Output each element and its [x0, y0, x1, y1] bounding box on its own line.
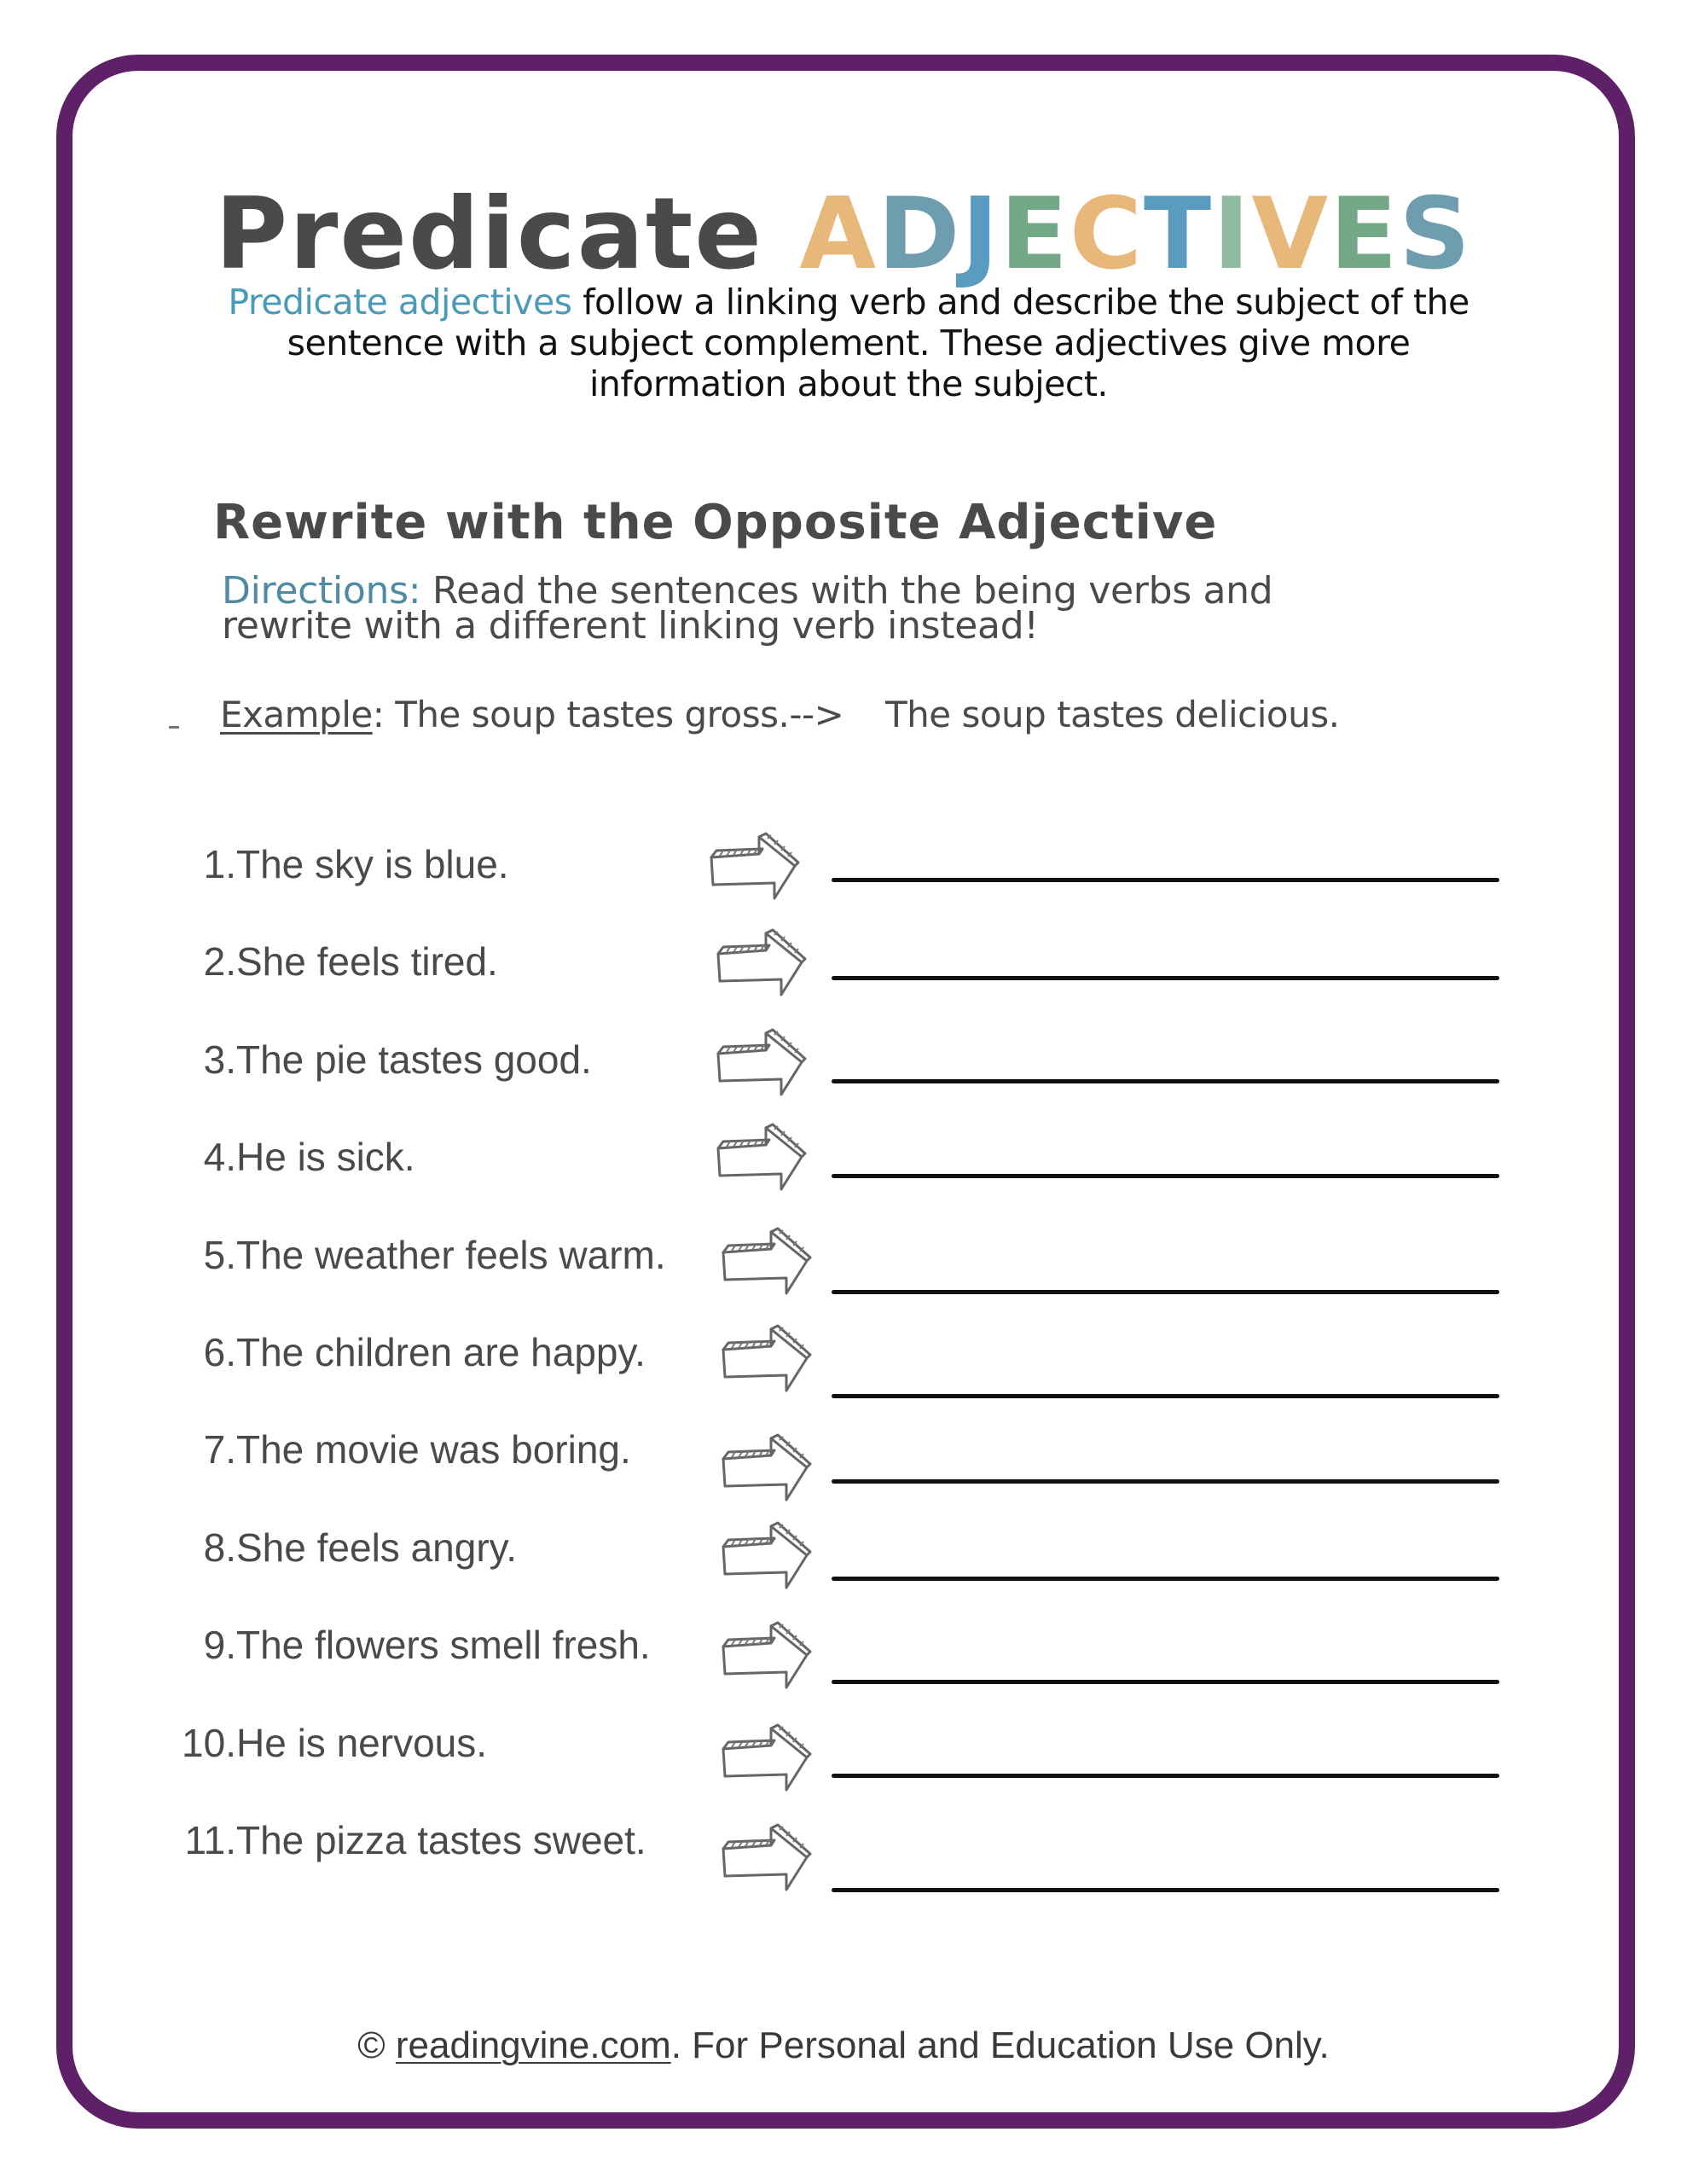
example-prompt: : The soup tastes gross.--> — [372, 694, 844, 735]
answer-line[interactable] — [832, 1290, 1499, 1294]
title-word-predicate: Predicate — [215, 177, 763, 292]
item-sentence: The children are happy. — [236, 1330, 646, 1374]
footer — [0, 2022, 1687, 2070]
intro-text: follow a linking verb and describe the subject of the sentence with a subject complement. These adjectives give more information about the subject. — [287, 282, 1470, 404]
item-sentence: He is nervous. — [236, 1721, 488, 1765]
title-letter: C — [1069, 177, 1144, 292]
title-word-adjectives — [799, 177, 1472, 292]
item-sentence: The sky is blue. — [236, 842, 509, 886]
arrow-right-icon — [718, 1433, 814, 1503]
arrow-right-icon — [718, 1324, 814, 1394]
item-sentence: The pizza tastes sweet. — [236, 1818, 646, 1862]
answer-line[interactable] — [832, 1479, 1499, 1484]
list-item — [145, 1231, 716, 1279]
arrow-right-icon — [718, 1723, 814, 1793]
item-number: 3. — [203, 1037, 236, 1082]
arrow-right-icon — [718, 1621, 814, 1691]
item-number: 5. — [203, 1233, 236, 1277]
list-item — [145, 1524, 716, 1571]
item-number: 8. — [203, 1525, 236, 1570]
page-title — [0, 175, 1687, 294]
answer-line[interactable] — [832, 1577, 1499, 1581]
answer-line[interactable] — [832, 1394, 1499, 1398]
example-row — [220, 691, 1340, 739]
item-sentence: The pie tastes good. — [236, 1037, 592, 1082]
item-sentence: She feels angry. — [236, 1525, 518, 1570]
list-item — [145, 1719, 716, 1767]
arrow-right-icon — [713, 928, 809, 998]
title-letter: I — [1213, 177, 1252, 292]
item-sentence: She feels tired. — [236, 939, 498, 984]
answer-line[interactable] — [832, 878, 1499, 882]
intro-paragraph — [196, 282, 1501, 404]
arrow-right-icon — [706, 832, 802, 902]
arrow-right-icon — [718, 1227, 814, 1297]
copyright-symbol: © — [357, 2024, 396, 2066]
stray-dash — [169, 726, 179, 729]
item-number: 6. — [203, 1330, 236, 1374]
list-item — [145, 938, 716, 985]
title-letter: T — [1144, 177, 1214, 292]
directions-label: Directions: — [222, 569, 421, 613]
item-sentence: The movie was boring. — [236, 1427, 631, 1472]
example-label: Example — [220, 694, 373, 735]
title-letter: S — [1399, 177, 1472, 292]
title-letter: E — [1000, 177, 1070, 292]
item-number: 11. — [184, 1818, 236, 1862]
list-item — [145, 1621, 716, 1669]
readingvine-link[interactable]: readingvine.com — [395, 2024, 671, 2066]
answer-line[interactable] — [832, 1680, 1499, 1684]
item-number: 9. — [203, 1623, 236, 1667]
arrow-right-icon — [718, 1521, 814, 1591]
list-item — [145, 1036, 716, 1083]
arrow-right-icon — [713, 1123, 809, 1193]
title-letter: D — [878, 177, 962, 292]
item-number: 2. — [203, 939, 236, 984]
item-number: 7. — [203, 1427, 236, 1472]
item-sentence: The weather feels warm. — [236, 1233, 666, 1277]
item-sentence: He is sick. — [236, 1135, 415, 1179]
list-item — [145, 1328, 716, 1376]
item-number: 4. — [203, 1135, 236, 1179]
footer-text: . For Personal and Education Use Only. — [670, 2024, 1330, 2066]
intro-highlight: Predicate adjectives — [228, 282, 572, 322]
answer-line[interactable] — [832, 1774, 1499, 1778]
directions — [222, 569, 1373, 648]
title-letter: A — [799, 177, 878, 292]
arrow-right-icon — [718, 1823, 814, 1893]
title-letter: V — [1251, 177, 1330, 292]
title-letter: E — [1330, 177, 1400, 292]
title-letter: J — [961, 177, 1000, 292]
item-number: 10. — [182, 1721, 236, 1765]
section-title: Rewrite with the Opposite Adjective — [213, 495, 1218, 550]
answer-line[interactable] — [832, 1888, 1499, 1892]
item-sentence: The flowers smell fresh. — [236, 1623, 651, 1667]
answer-line[interactable] — [832, 1174, 1499, 1178]
answer-line[interactable] — [832, 1079, 1499, 1083]
arrow-right-icon — [713, 1028, 809, 1098]
list-item — [145, 1426, 716, 1473]
example-answer: The soup tastes delicious. — [885, 694, 1340, 735]
list-item — [145, 1133, 716, 1181]
list-item — [145, 1816, 716, 1864]
list-item — [145, 840, 716, 888]
item-number: 1. — [203, 842, 236, 886]
directions-text: Read the sentences with the being verbs and rewrite with a different linking verb instead! — [222, 569, 1273, 648]
answer-line[interactable] — [832, 976, 1499, 980]
